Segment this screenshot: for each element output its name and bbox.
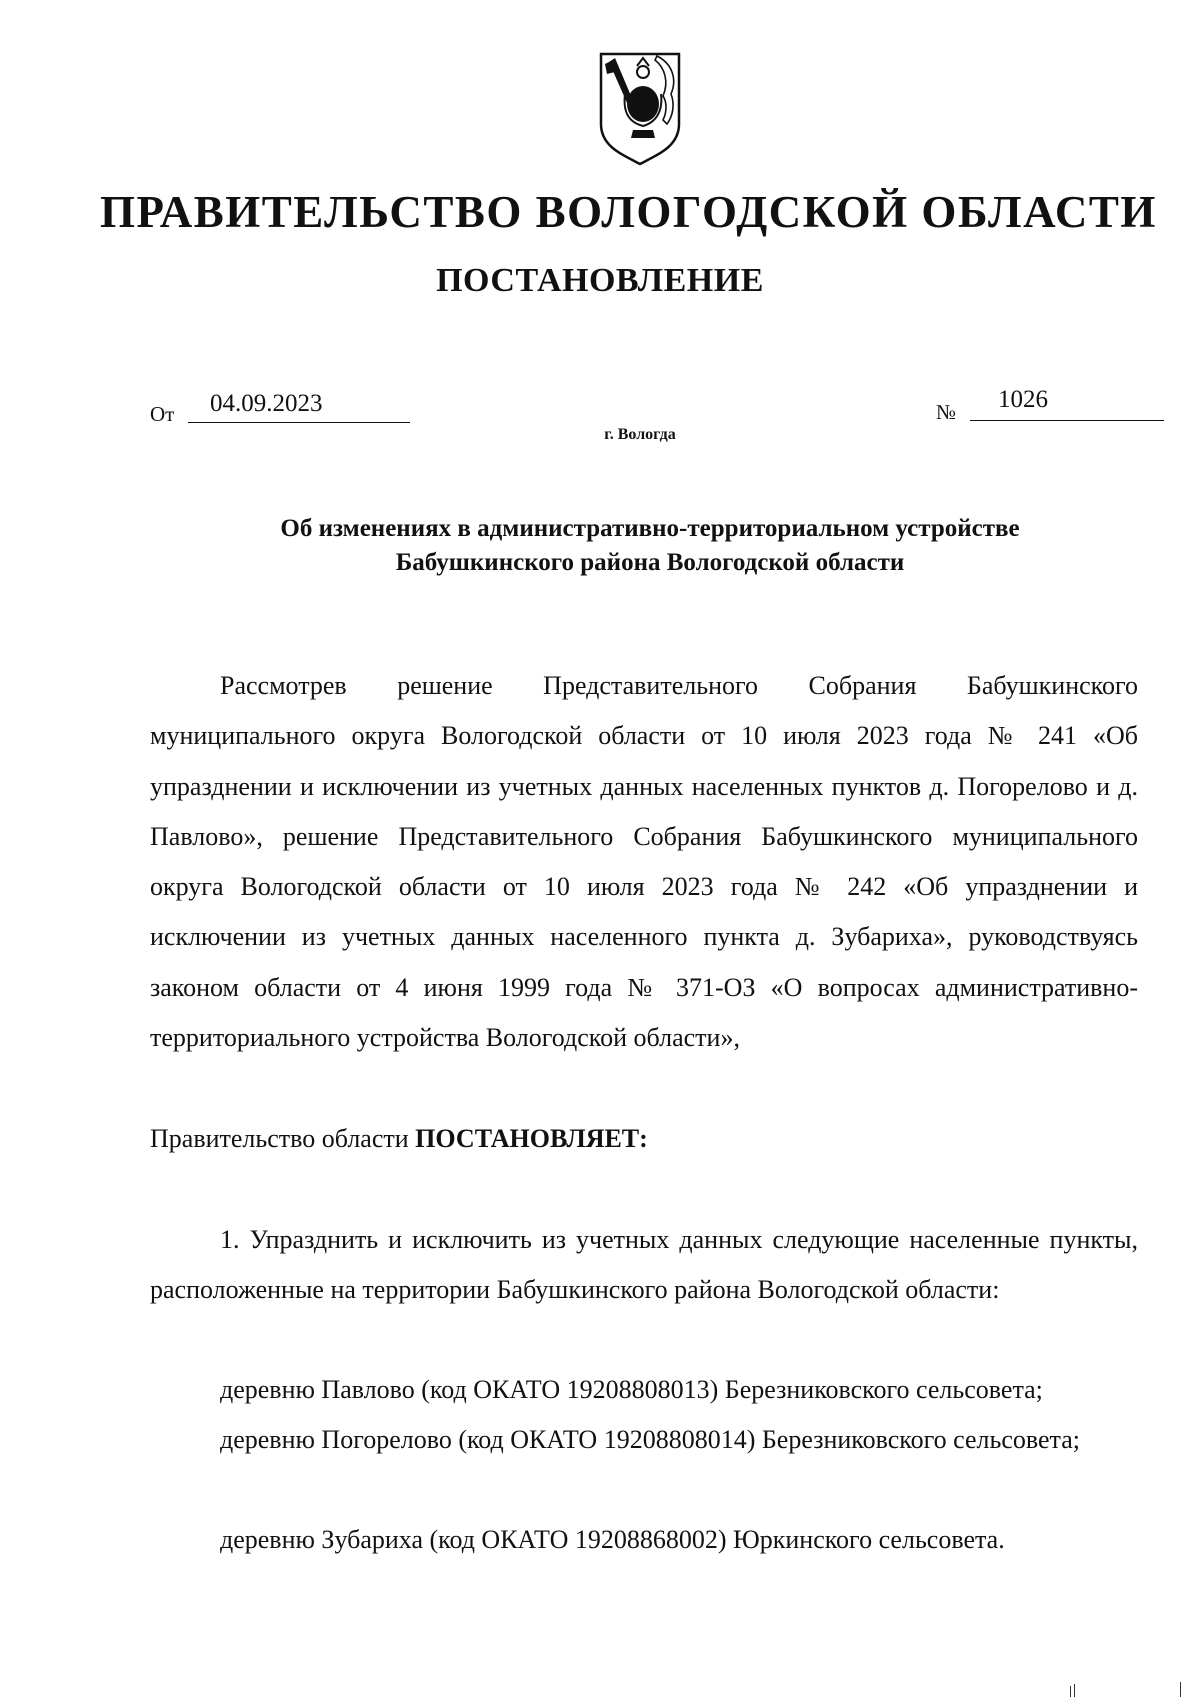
item-1-paragraph: 1. Упразднить и исключить из учетных данных следующие населенные пункты, расположенные на территории Бабушкинского района Вологодской области:	[150, 1225, 1138, 1304]
resolve-word: ПОСТАНОВЛЯЕТ:	[415, 1124, 648, 1153]
date-underline	[188, 390, 410, 423]
document-subject	[150, 512, 1150, 580]
village-item: деревню Погорелово (код ОКАТО 19208808014) Березниковского сельсовета;	[220, 1425, 1080, 1454]
date-prefix: От	[150, 402, 175, 426]
scan-artifact	[1070, 1686, 1071, 1697]
subject-line-1: Об изменениях в административно-территориальном устройстве	[280, 515, 1020, 542]
number-underline	[970, 386, 1164, 421]
vologda-coat-of-arms-icon	[597, 50, 683, 168]
organization-title: ПРАВИТЕЛЬСТВО ВОЛОГОДСКОЙ ОБЛАСТИ	[100, 187, 1157, 237]
resolve-prefix: Правительство области	[150, 1124, 416, 1153]
scan-artifact	[1180, 1682, 1181, 1697]
preamble-paragraph: Рассмотрев решение Представительного Собрания Бабушкинского муниципального округа Вологодской области от 10 июля 2023 года № 241 «Об упразднении и исключении из учетных данных населенных пунктов д. Погорелово и д. Павлово», решение Представительного Собрания Бабушкинского муниципального округа Вологодской области от 10 июля 2023 года № 242 «Об упразднении и исключении из учетных данных населенного пункта д. Зубариха», руководствуясь законом области от 4 июня 1999 года № 371-ОЗ «О вопросах административно-территориального устройства Вологодской области»,	[150, 671, 1138, 1053]
city-label: г. Вологда	[604, 426, 676, 443]
number-prefix: №	[936, 400, 957, 424]
resolve-line	[150, 1114, 648, 1164]
village-item: деревню Зубариха (код ОКАТО 19208868002) Юркинского сельсовета.	[220, 1525, 1005, 1554]
village-item: деревню Павлово (код ОКАТО 19208808013) Березниковского сельсовета;	[220, 1375, 1043, 1404]
document-type-heading: ПОСТАНОВЛЕНИЕ	[436, 262, 764, 299]
subject-line-2: Бабушкинского района Вологодской области	[395, 549, 905, 576]
date-value: 04.09.2023	[210, 390, 323, 417]
scan-artifact	[1074, 1684, 1075, 1697]
number-value: 1026	[998, 386, 1048, 413]
